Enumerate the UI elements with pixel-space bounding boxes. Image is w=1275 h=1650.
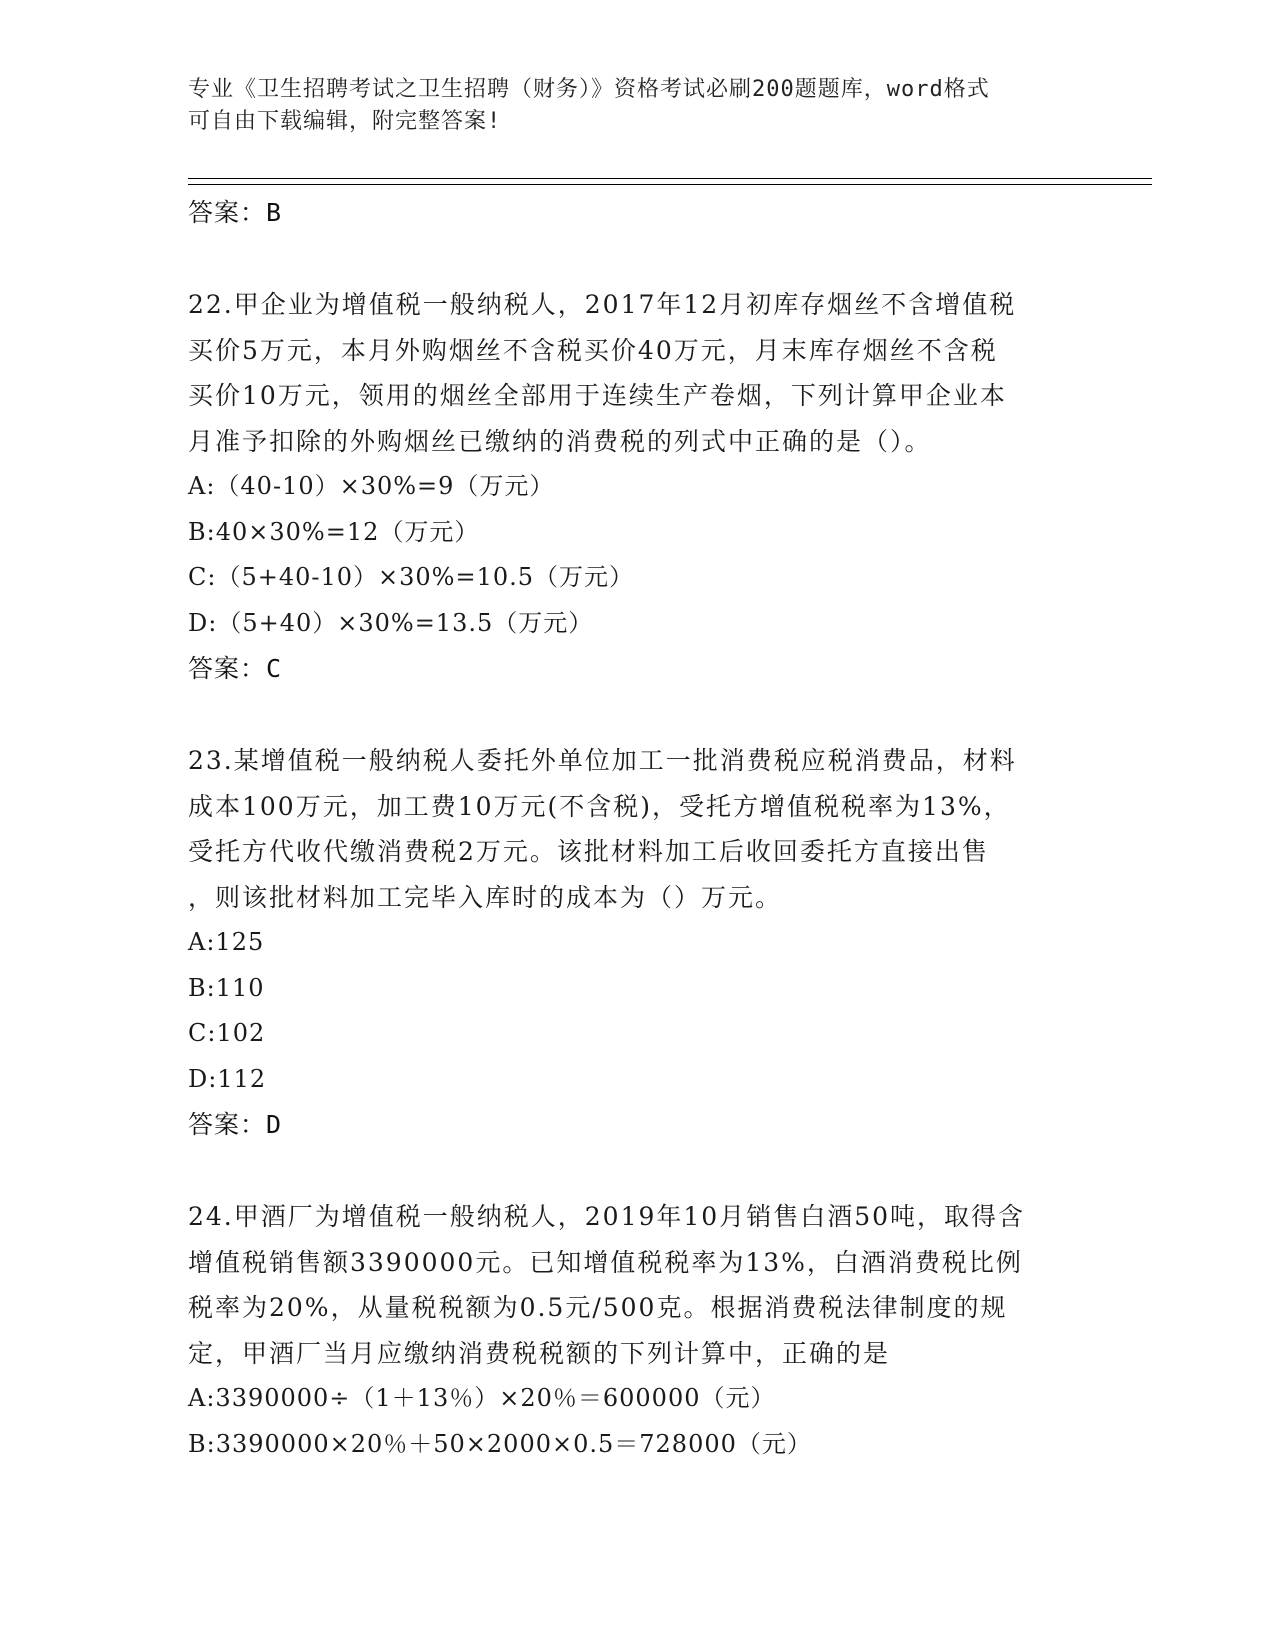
question-23-option-d: D:112 [188, 1064, 267, 1093]
question-22-option-b: B:40×30%=12（万元） [188, 517, 480, 546]
question-23-line: 成本100万元，加工费10万元(不含税)，受托方增值税税率为13%， [188, 791, 1011, 821]
question-22-option-c: C:（5+40-10）×30%=10.5（万元） [188, 563, 635, 591]
question-24-option-b: B:3390000×20％＋50×2000×0.5＝728000（元） [188, 1429, 812, 1458]
question-22-line: 22.甲企业为增值税一般纳税人，2017年12月初库存烟丝不含增值税 [188, 290, 1017, 319]
question-23-line: 23.某增值税一般纳税人委托外单位加工一批消费税应税消费品，材料 [188, 746, 1017, 775]
question-23 [188, 738, 1088, 1148]
question-22-line: 月准予扣除的外购烟丝已缴纳的消费税的列式中正确的是（）。 [188, 426, 932, 456]
answer-21: 答案：B [188, 198, 283, 227]
question-22-line: 买价5万元，本月外购烟丝不含税买价40万元，月末库存烟丝不含税 [188, 335, 998, 365]
question-23-line: ，则该批材料加工完毕入库时的成本为（）万元。 [188, 882, 783, 912]
question-23-line: 受托方代收代缴消费税2万元。该批材料加工后收回委托方直接出售 [188, 837, 989, 866]
question-23-option-a: A:125 [188, 928, 265, 956]
question-23-option-c: C:102 [188, 1019, 266, 1047]
spacer [188, 236, 1088, 282]
question-22-option-a: A:（40-10）×30%=9（万元） [188, 472, 555, 500]
question-24-option-a: A:3390000÷（1＋13％）×20％＝600000（元） [188, 1384, 776, 1412]
spacer [188, 1148, 1088, 1194]
question-24-line: 24.甲酒厂为增值税一般纳税人，2019年10月销售白酒50吨，取得含 [188, 1202, 1026, 1231]
question-24-line: 增值税销售额3390000元。已知增值税税率为13%，白酒消费税比例 [188, 1247, 1023, 1277]
question-24-line: 税率为20%，从量税税额为0.5元/500克。根据消费税法律制度的规 [188, 1293, 1008, 1322]
header-divider [188, 178, 1152, 185]
question-24 [188, 1194, 1088, 1467]
page-header [188, 74, 1078, 138]
answer-23: 答案：D [188, 1110, 283, 1139]
question-22 [188, 282, 1088, 692]
answer-22: 答案：C [188, 654, 283, 683]
header-line-1: 专业《卫生招聘考试之卫生招聘（财务）》资格考试必刷200题题库，word格式 [188, 77, 990, 102]
question-22-line: 买价10万元，领用的烟丝全部用于连续生产卷烟，下列计算甲企业本 [188, 381, 1007, 410]
question-24-line: 定，甲酒厂当月应缴纳消费税税额的下列计算中，正确的是 [188, 1338, 891, 1368]
spacer [188, 692, 1088, 738]
header-line-2: 可自由下载编辑，附完整答案! [188, 109, 502, 134]
question-22-option-d: D:（5+40）×30%=13.5（万元） [188, 608, 594, 637]
question-23-option-b: B:110 [188, 973, 265, 1002]
question-content [188, 190, 1088, 1467]
